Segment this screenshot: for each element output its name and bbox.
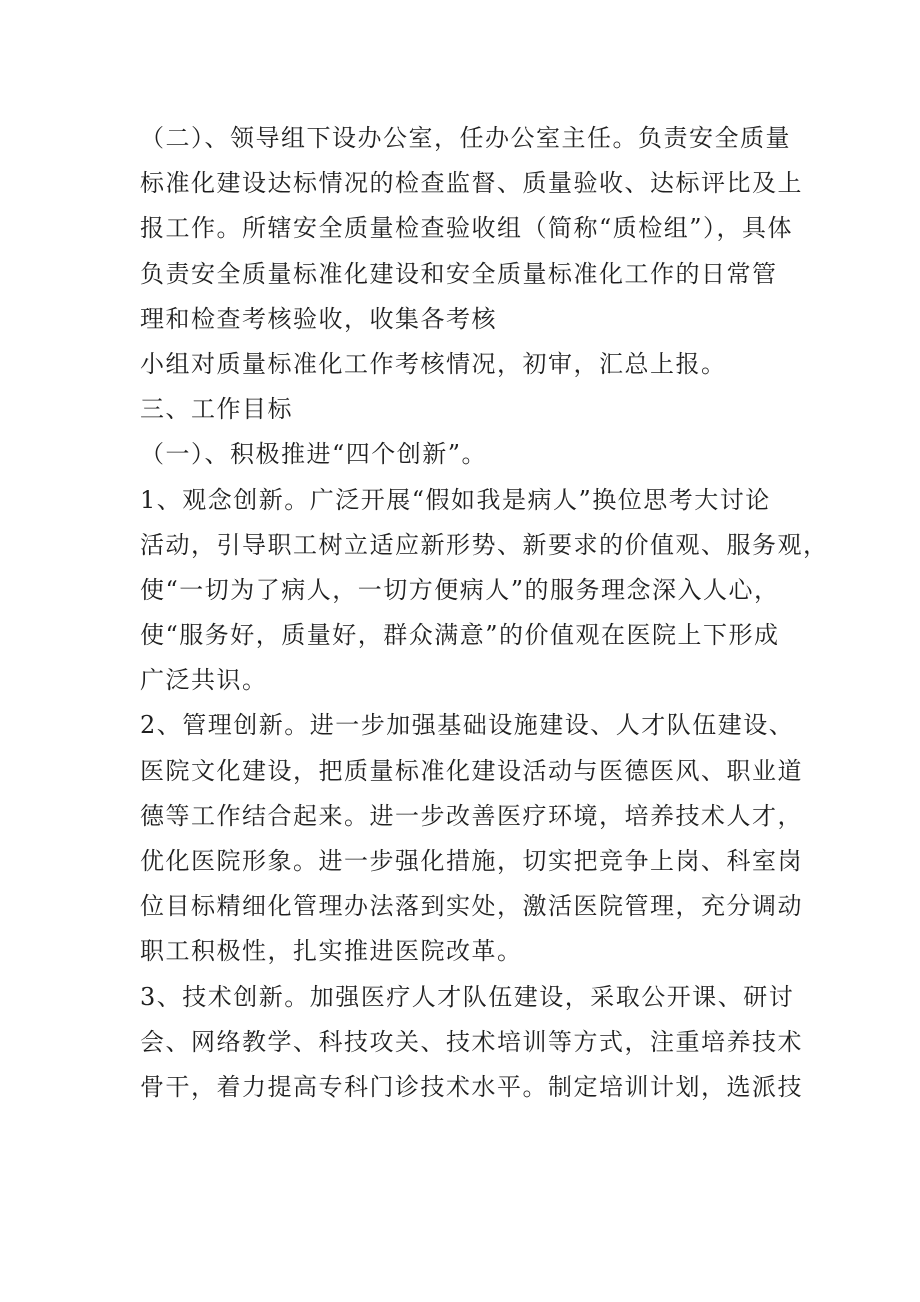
document-line: 3、技术创新。加强医疗人才队伍建设，采取公开课、研讨 — [140, 982, 795, 1011]
document-line: 使“服务好，质量好，群众满意”的价值观在医院上下形成 — [140, 621, 780, 650]
document-line: 使“一切为了病人，一切方便病人”的服务理念深入人心， — [140, 575, 780, 604]
document-line: 职工积极性，扎实推进医院改革。 — [140, 937, 523, 966]
document-line: 优化医院形象。进一步强化措施，切实把竞争上岗、科室岗 — [140, 847, 803, 875]
subsection-heading: （一）、积极推进“四个创新”。 — [140, 440, 488, 469]
document-line: 活动，引导职工树立适应新形势、新要求的价值观、服务观， — [140, 530, 829, 559]
document-line: 标准化建设达标情况的检查监督、质量验收、达标评比及上 — [140, 169, 803, 198]
document-line: （二）、领导组下设办公室，任办公室主任。负责安全质量 — [140, 124, 791, 152]
document-line: 医院文化建设，把质量标准化建设活动与医德医风、职业道 — [140, 756, 803, 785]
document-line: 位目标精细化管理办法落到实处，激活医院管理，充分调动 — [140, 892, 803, 921]
document-line: 理和检查考核验收，收集各考核 — [140, 304, 497, 333]
document-line: 会、网络教学、科技攻关、技术培训等方式，注重培养技术 — [140, 1027, 803, 1056]
document-line: 报工作。所辖安全质量检查验收组（简称“质检组”），具体 — [140, 214, 794, 243]
document-line: 负责安全质量标准化建设和安全质量标准化工作的日常管 — [140, 259, 778, 288]
document-line: 小组对质量标准化工作考核情况，初审，汇总上报。 — [140, 349, 727, 378]
document-line: 广泛共识。 — [140, 666, 268, 695]
document-line: 1、观念创新。广泛开展“假如我是病人”换位思考大讨论 — [140, 485, 771, 514]
document-line: 德等工作结合起来。进一步改善医疗环境，培养技术人才， — [140, 801, 803, 830]
section-heading: 三、工作目标 — [140, 395, 293, 424]
document-body — [140, 116, 829, 1110]
document-line: 2、管理创新。进一步加强基础设施建设、人才队伍建设、 — [140, 711, 795, 740]
document-line: 骨干，着力提高专科门诊技术水平。制定培训计划，选派技 — [140, 1072, 803, 1101]
